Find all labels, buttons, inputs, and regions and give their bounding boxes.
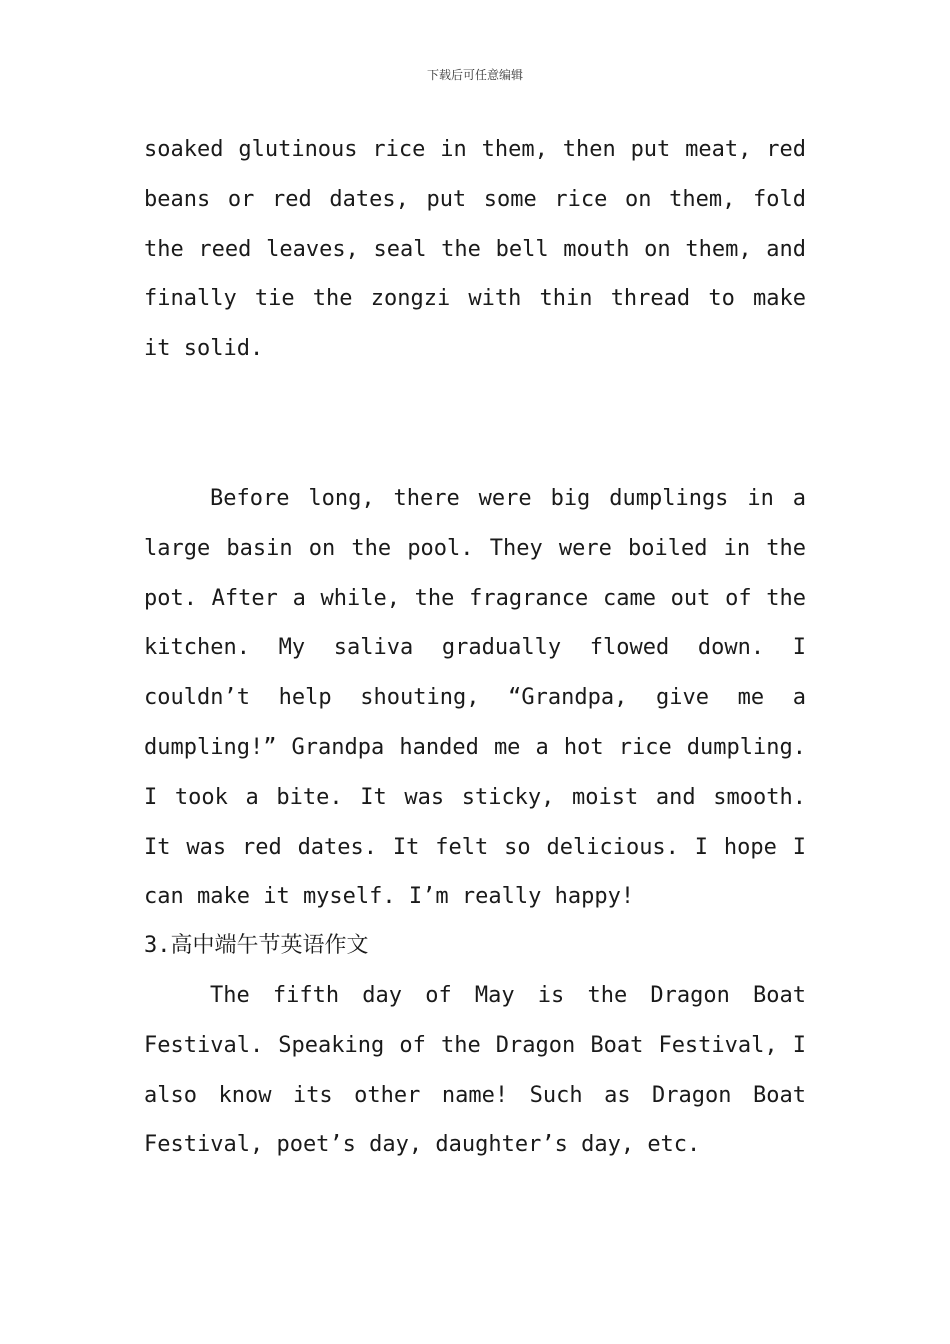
page-header: 下载后可任意编辑 [426, 68, 523, 82]
section-heading: 3.高中端午节英语作文 [144, 933, 369, 958]
paragraph-zongzi-making: soaked glutinous rice in them, then put meat, red beans or red dates, put some rice on them, fold the reed leaves, seal the bell mouth on them, and finally tie the zongzi with thin thread to make it solid. [144, 137, 806, 362]
paragraph-boiling-dumplings: Before long, there were big dumplings in a large basin on the pool. They were boiled in the pot. After a while, the fragrance came out of the kitchen. My saliva gradually flowed down. I couldn’t help shouting, “Grandpa, give me a dumpling!” Grandpa handed me a hot rice dumpling. I took a bite. It was sticky, moist and smooth. It was red dates. It felt so delicious. I hope I can make it myself. I’m really happy! [144, 486, 806, 910]
paragraph-dragon-boat-festival: The fifth day of May is the Dragon Boat Festival. Speaking of the Dragon Boat Festival, I also know its other name! Such as Dragon Boat Festival, poet’s day, daughter’s day, etc. [144, 983, 806, 1158]
